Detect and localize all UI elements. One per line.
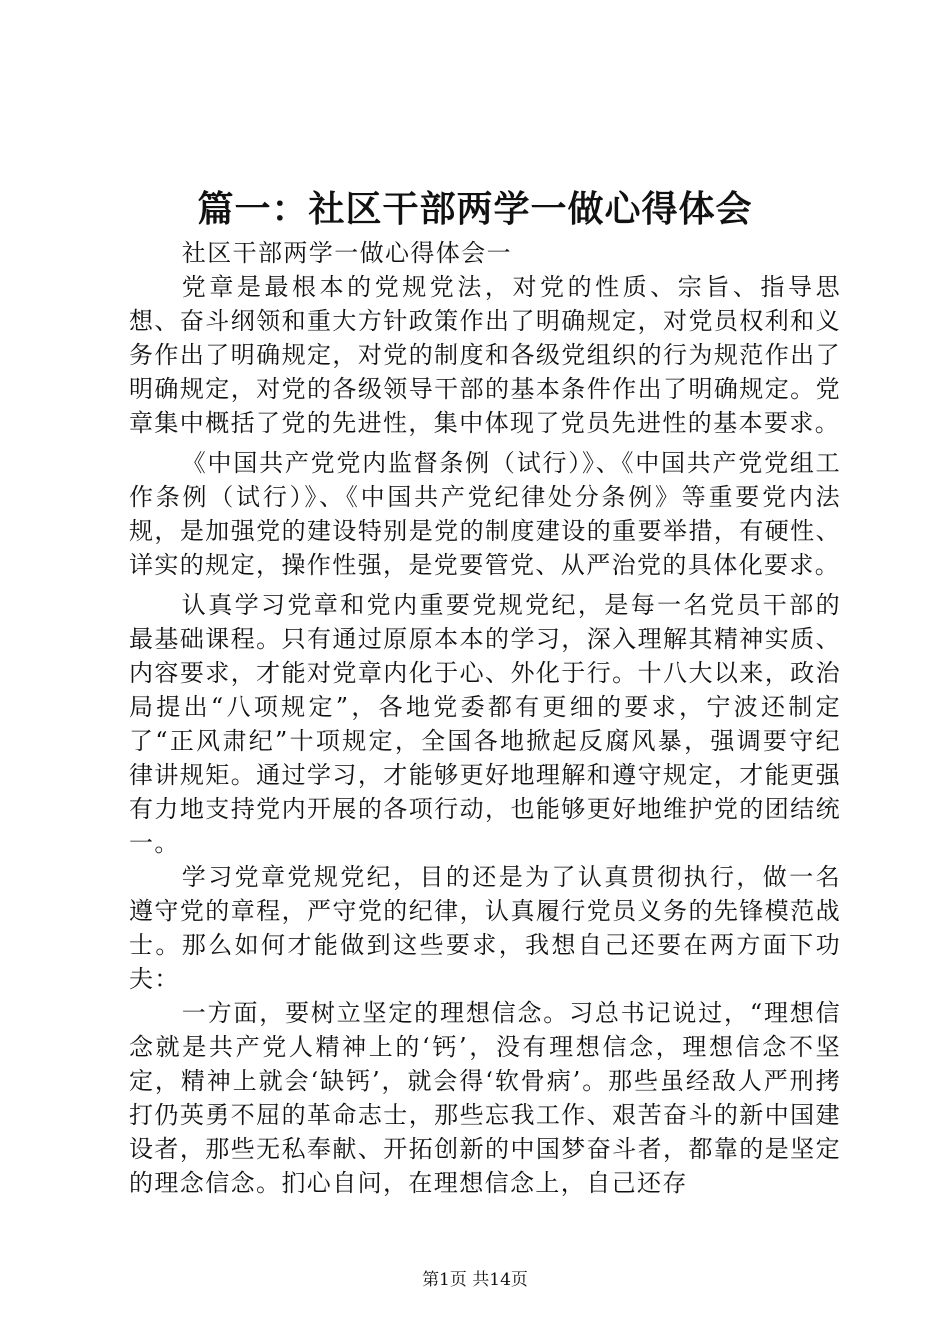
paragraph-subtitle: 社区干部两学一做心得体会一 [181, 239, 512, 267]
paragraph: 党章是最根本的党规党法，对党的性质、宗旨、指导思想、奋斗纲领和重大方针政策作出了明确规定，对党员权利和义务作出了明确规定，对党的制度和各级党组织的行为规范作出了明确规定，对党的各级领导干部的基本条件作出了明确规定。党章集中概括了党的先进性，集中体现了党员先进性的基本要求。 [129, 273, 841, 437]
paragraph: 认真学习党章和党内重要党规党纪，是每一名党员干部的最基础课程。只有通过原原本本的学习，深入理解其精神实质、内容要求，才能对党章内化于心、外化于行。十八大以来，政治局提出“八项规定”，各地党委都有更细的要求，宁波还制定了“正风肃纪”十项规定，全国各地掀起反腐风暴，强调要守纪律讲规矩。通过学习，才能够更好地理解和遵守规定，才能更强有力地支持党内开展的各项行动，也能够更好地维护党的团结统一。 [129, 591, 841, 857]
paragraph: 《中国共产党党内监督条例（试行）》、《中国共产党党组工作条例（试行）》、《中国共产党纪律处分条例》等重要党内法规，是加强党的建设特别是党的制度建设的重要举措，有硬性、详实的规定，操作性强，是党要管党、从严治党的具体化要求。 [129, 449, 841, 579]
paragraph: 一方面，要树立坚定的理想信念。习总书记说过，“理想信念就是共产党人精神上的‘钙’，没有理想信念，理想信念不坚定，精神上就会‘缺钙’，就会得‘软骨病’。那些虽经敌人严刑拷打仍英勇不屈的革命志士，那些忘我工作、艰苦奋斗的新中国建设者，那些无私奉献、开拓创新的中国梦奋斗者，都靠的是坚定的理念信念。扪心自问，在理想信念上，自己还存 [129, 999, 841, 1197]
page-number-footer: 第1页 共14页 [422, 1270, 528, 1290]
document-body [129, 236, 841, 1200]
document-title: 篇一：社区干部两学一做心得体会 [197, 188, 753, 230]
paragraph: 学习党章党规党纪，目的还是为了认真贯彻执行，做一名遵守党的章程，严守党的纪律，认真履行党员义务的先锋模范战士。那么如何才能做到这些要求，我想自己还要在两方面下功夫： [129, 863, 841, 993]
